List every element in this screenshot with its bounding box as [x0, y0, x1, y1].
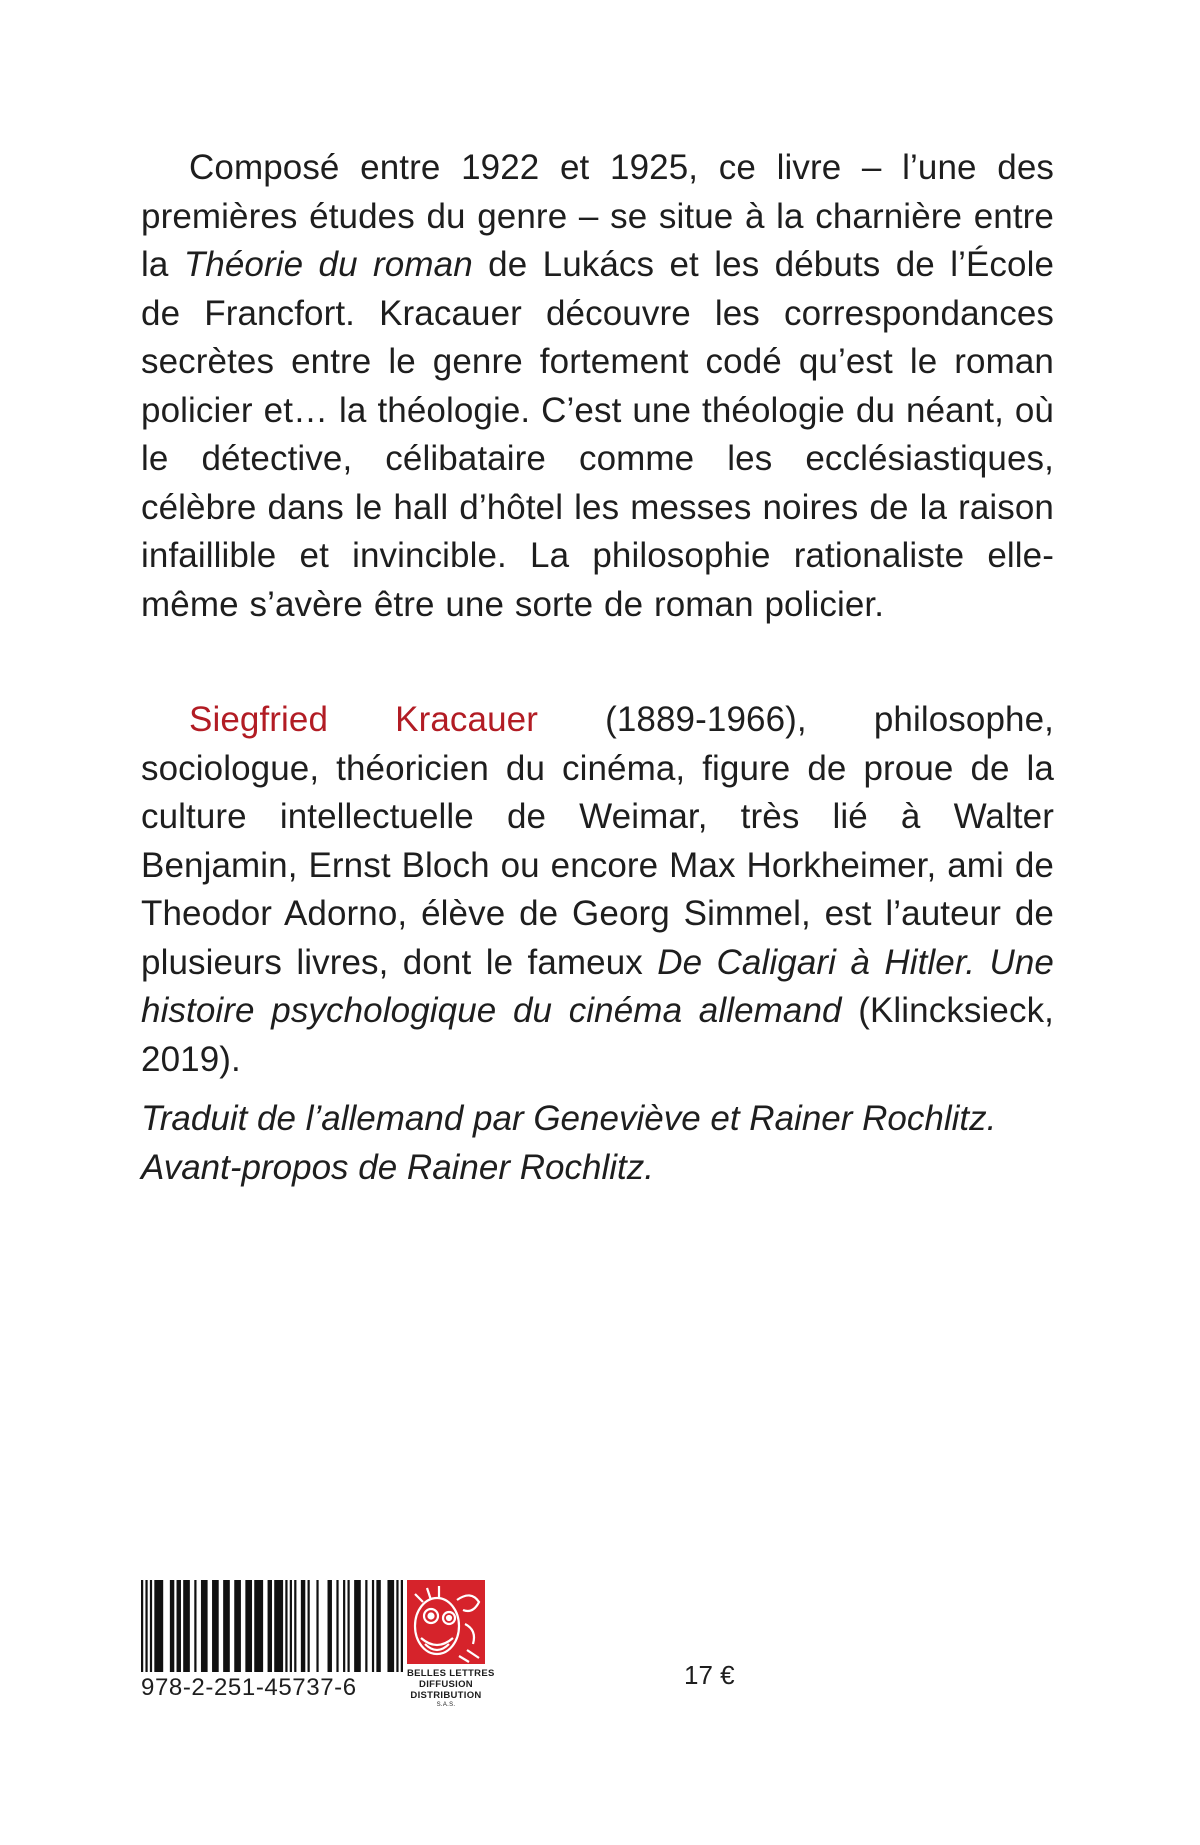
publisher-logo-icon	[407, 1580, 485, 1664]
publisher-line-1: BELLES LETTRES	[407, 1668, 495, 1679]
bio-text-end: (Klincksieck, 2019).	[141, 991, 1055, 1079]
publisher-suffix: S.A.S.	[436, 1702, 456, 1708]
synopsis-paragraph	[141, 144, 1054, 629]
barcode-icon	[141, 1580, 403, 1672]
price: 17 €	[684, 1660, 735, 1690]
theorie-du-roman-title: Théorie du roman	[183, 245, 473, 284]
publisher-line-3: DISTRIBUTION	[410, 1690, 482, 1701]
bio-paragraph	[141, 696, 1054, 1084]
barcode-block	[141, 1580, 403, 1702]
author-name: Siegfried Kracauer	[189, 700, 538, 739]
publisher-line-2: DIFFUSION	[419, 1679, 473, 1690]
bio-text-start: (1889-1966), philosophe, sociologue, théoricien du cinéma, figure de proue de la culture intellectuelle de Weimar, très lié à Walter Benjamin, Ernst Bloch ou encore Max Horkheimer, ami de Theodor Adorno, élève de Georg Simmel, est l’auteur de plusieurs livres, dont le fameux	[141, 700, 1054, 982]
foreword-credit: Avant-propos de Rainer Rochlitz.	[141, 1147, 654, 1187]
author-bio	[141, 696, 1054, 1084]
translation-credit: Traduit de l’allemand par Geneviève et Rainer Rochlitz.	[141, 1099, 997, 1138]
isbn-number: 978-2-251-45737-6	[141, 1674, 357, 1701]
publisher-name	[407, 1668, 495, 1709]
synopsis-text-start: Composé entre 1922 et 1925, ce livre – l’une des premières études du genre – se situe à la charnière entre la	[141, 148, 1054, 284]
caligari-book-title: De Caligari à Hitler. Une histoire psychologique du cinéma allemand	[141, 942, 1054, 1030]
synopsis	[141, 144, 1054, 629]
credits	[141, 1095, 1054, 1192]
publisher-logo	[407, 1580, 495, 1718]
synopsis-text-end: de Lukács et les débuts de l’École de Francfort. Kracauer découvre les correspondances secrètes entre le genre fortement codé qu’est le roman policier et… la théologie. C’est une théologie du néant, où le détective, célibataire comme les ecclésiastiques, célèbre dans le hall d’hôtel les messes noires de la raison infaillible et invincible. La philosophie rationaliste elle-même s’avère être une sorte de roman policier.	[141, 245, 1055, 624]
